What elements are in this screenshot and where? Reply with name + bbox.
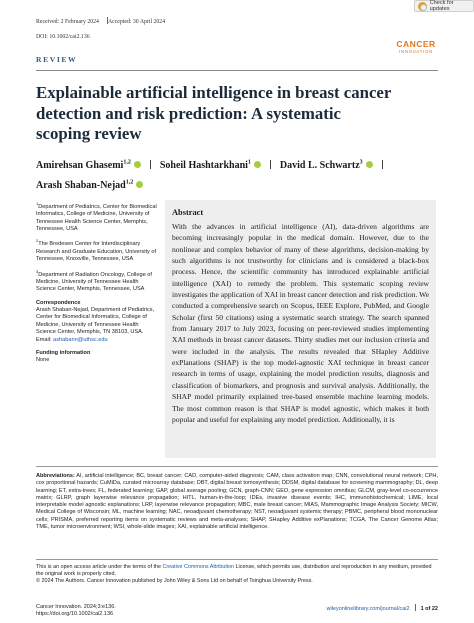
journal-site-link[interactable]: wileyonlinelibrary.com/journal/cai2: [326, 606, 410, 612]
journal-logo: [392, 40, 440, 55]
author-list: [36, 155, 436, 194]
page-number: 1 of 22: [420, 606, 438, 612]
logo-line2: INNOVATION: [399, 49, 433, 54]
correspondence-heading: Correspondence: [36, 299, 81, 306]
author[interactable]: Arash Shaban-Nejad$^{1,2}$: [36, 180, 143, 191]
email-link[interactable]: ashabann@uthsc.edu: [53, 336, 108, 343]
correspondence-text: Arash Shaban-Nejad, Department of Pediatrics, Center for Biomedical Informatics, College of Medicine, University of Tennessee Health Science Center, Memphis, TN 38103, USA. Email: ashabann@uthsc.edu: [36, 307, 155, 343]
orcid-icon[interactable]: [366, 161, 373, 168]
check-updates-icon: [418, 2, 427, 11]
article-dates: [36, 17, 165, 25]
article-title: Explainable artificial intelligence in breast cancer detection and risk prediction: A systematic scoping review: [36, 83, 392, 143]
abstract-text: With the advances in artificial intelligence (AI), data-driven algorithms are becoming increasingly popular in the medical domain. However, due to the nonlinear and complex behavior of many of these algorithms, decision-making by such algorithms is not trustworthy for clinicians and is considered a black-box process. Hence, the scientific community has introduced explainable artificial intelligence (XAI) to remedy the problem. This systematic scoping review investigates the application of XAI in breast cancer detection and risk prediction. We conducted a comprehensive search on Scopus, IEEE Explore, PubMed, and Google Scholar (first 50 citations) using a systematic search strategy. The search spanned from January 2017 to July 2023, focusing on peer-reviewed studies implementing XAI methods in breast cancer datasets. Thirty studies met our inclusion criteria and were included in the analysis. The results revealed that SHapley Additive exPlanations (SHAP) is the top model-agnostic XAI technique in breast cancer research in terms of usage, explaining the model prediction results, diagnosis and classification of biomarkers, and prognosis and survival analysis. Additionally, the SHAP model primarily explained tree-based ensemble machine learning models. The most common reason is that SHAP is model agnostic, which makes it both popular and useful for explaining any model prediction. Additionally, it is: [172, 222, 429, 424]
check-updates-label: Check for updates: [429, 0, 454, 12]
divider: [36, 466, 438, 467]
affiliation: $^2$The Bredesen Center for Interdisciplinary Research and Graduate Education, University of Tennessee, Knoxville, Tennessee, USA: [36, 238, 157, 263]
page-footer: [36, 604, 438, 619]
received-date: Received: 2 February 2024: [36, 19, 99, 25]
funding-text: None: [36, 357, 50, 364]
accepted-date: Accepted: 30 April 2024: [107, 19, 166, 25]
license-notice: This is an open access article under the terms of the Creative Commons Attribution License, which permits use, distribution and reproduction in any medium, provided the original work is properly cited. © 2024 The Authors. Cancer Innovation published by John Wiley & Sons Ltd on behalf of Tsinghua University Press.: [36, 564, 432, 584]
divider: [36, 559, 438, 560]
affiliation-column: [36, 200, 158, 365]
divider: [415, 604, 416, 611]
doi[interactable]: DOI: 10.1002/cai2.136: [36, 34, 90, 40]
author[interactable]: David L. Schwartz$^3$: [280, 160, 373, 171]
divider: [270, 160, 271, 169]
funding-heading: Funding information: [36, 350, 91, 357]
article-type: REVIEW: [36, 55, 78, 64]
orcid-icon[interactable]: [254, 161, 261, 168]
abstract-box: [165, 200, 436, 458]
journal-citation: Cancer Innovation. 2024;3:e136.: [36, 604, 116, 610]
abstract-heading: Abstract: [172, 208, 204, 217]
abbreviations-label: Abbreviations:: [36, 473, 75, 479]
copyright: © 2024 The Authors. Cancer Innovation published by John Wiley & Sons Ltd on behalf of Tsinghua University Press.: [36, 578, 313, 584]
article-url[interactable]: https://doi.org/10.1002/cai2.136: [36, 611, 114, 618]
footer-right: [327, 604, 438, 613]
cc-license-link[interactable]: Creative Commons Attribution: [162, 564, 235, 570]
author[interactable]: Soheil Hashtarkhani$^1$: [160, 160, 261, 171]
divider: [382, 160, 383, 169]
orcid-icon[interactable]: [136, 181, 143, 188]
affiliation: $^1$Department of Pediatrics, Center for Biomedical Informatics, College of Medicine, University of Tennessee Health Science Center, Memphis, Tennessee, USA: [36, 201, 157, 233]
affiliation: $^3$Department of Radiation Oncology, College of Medicine, University of Tennessee Health Science Center, Memphis, Tennessee, USA: [36, 268, 152, 293]
divider: [150, 160, 151, 169]
check-updates-button[interactable]: [414, 0, 474, 12]
divider: [36, 70, 438, 71]
author[interactable]: Amirehsan Ghasemi$^{1,2}$: [36, 160, 141, 171]
abbreviations: [36, 473, 438, 531]
orcid-icon[interactable]: [134, 161, 141, 168]
logo-line1: CANCER: [396, 39, 436, 49]
abbreviations-text: AI, artificial intelligence; BC, breast cancer; CAD, computer-aided diagnosis; CAM, class activation map; CNN, convolutional neural network; CPH, cox proportional hazards; CuMiDa, curated microarray database; DBT, digital breast tomosynthesis; DDSM, digital database for screening mammography; DL, deep learning; ET, extra-trees; FL, federated learning; GAP, global average pooling; GCN, graph-CNN; GEO, gene expression omnibus; GLCM, gray-level co-occurrence matrix; GLRP, graph layerwise relevance propagation; HITL, human-in-the-loop; IDEs, invasive disease events; IHC, immunohistochemical; LIME, local interpretable model agnostic explanations; LRP, layerwise relevance propagation; MBC, male breast cancer; MIAS, Mammographic Image Analysis Society; MICW, Medical College of Wisconsin; ML, machine learning; NAC, neoadjuvant chemotherapy; NST, neoadjuvant systemic therapy; PBMC, peripheral blood mononuclear cells; PRISMA, preferred reporting items on systematic reviews and meta-analyses; SHAP, SHapley Additive exPlanations; TCGA, The Cancer Genome Atlas; TME, tumor microenvironment; WSI, whole-slide images; XAI, explainable artificial intelligence.: [36, 473, 438, 531]
